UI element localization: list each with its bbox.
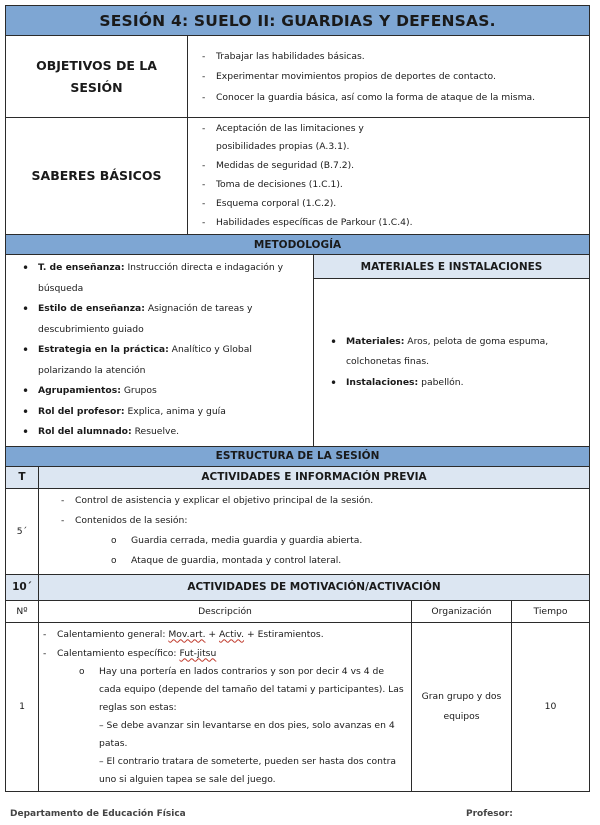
previa-subitem: o Ataque de guardia, montada y control lateral.: [111, 551, 583, 571]
materiales-text: pabellón.: [421, 376, 464, 388]
previa-header: ACTIVIDADES E INFORMACIÓN PREVIA: [39, 466, 590, 488]
desc-especifico: [43, 644, 407, 789]
col-org-header: Organización: [412, 600, 512, 622]
estructura-header: ESTRUCTURA DE LA SESIÓN: [6, 446, 590, 466]
general-mid: +: [205, 628, 220, 640]
materiales-cell: [314, 279, 590, 446]
especifico-name: Fut-jitsu: [179, 647, 217, 659]
metodologia-table: [5, 234, 590, 447]
motiv-header: ACTIVIDADES DE MOTIVACIÓN/ACTIVACIÓN: [39, 574, 590, 600]
metodologia-term: Rol del alumnado:: [38, 426, 132, 437]
session-title: SESIÓN 4: SUELO II: GUARDIAS Y DEFENSAS.: [6, 6, 590, 36]
objetivo-item: - Experimentar movimientos propios de deportes de contacto.: [202, 67, 583, 87]
metodologia-text: Explica, anima y guía: [127, 405, 226, 417]
footer-department: Departamento de Educación Física: [10, 809, 186, 819]
metodologia-text: Resuelve.: [134, 426, 180, 437]
previa-item: - Control de asistencia y explicar el objetivo principal de la sesión.: [61, 491, 583, 511]
estructura-table: [5, 446, 590, 792]
metodologia-text: Instrucción directa e indagación y búsqueda: [38, 262, 284, 294]
objetivos-label: [6, 36, 188, 118]
desc-sub-text: Hay una portería en lados contrarios y son por decir 4 vs 4 de cada equipo (depende del tamaño del tatami y participantes). Las reglas son estas:: [99, 665, 404, 713]
previa-sublist: [75, 531, 583, 571]
col-desc-header: Descripción: [39, 600, 412, 622]
general-a: Mov.art.: [168, 628, 206, 640]
materiales-text: Aros, pelota de goma espuma, colchonetas finas.: [346, 335, 549, 368]
especifico-pre: Calentamiento específico:: [57, 647, 177, 659]
previa-list: [39, 489, 589, 573]
metodologia-text: Grupos: [123, 385, 157, 396]
saberes-cell: [188, 118, 590, 235]
saber-item: - Medidas de seguridad (B.7.2).: [202, 156, 583, 175]
metodologia-term: Estilo de enseñanza:: [38, 303, 145, 314]
previa-item-text: Contenidos de la sesión:: [75, 515, 188, 526]
metodologia-item: [20, 258, 307, 299]
desc-general: [43, 625, 407, 644]
metodologia-item: [20, 381, 307, 402]
row-tiempo: 10: [512, 622, 590, 791]
materiales-item: [328, 373, 583, 394]
saber-item: - Aceptación de las limitaciones y posibilidades propias (A.3.1).: [202, 120, 583, 156]
previa-item: [61, 511, 583, 571]
metodologia-item: [20, 422, 307, 443]
desc-rule-1: – Se debe avanzar sin levantarse en dos pies, solo avanzas en 4 patas.: [99, 719, 395, 749]
materiales-header: MATERIALES E INSTALACIONES: [314, 255, 590, 279]
metodologia-item: [20, 402, 307, 423]
metodologia-term: T. de enseñanza:: [38, 262, 125, 273]
materiales-list: [314, 329, 589, 397]
objetivo-item: - Conocer la guardia básica, así como la forma de ataque de la misma.: [202, 87, 583, 106]
desc-sublist: [57, 663, 407, 789]
metodologia-list: [6, 255, 313, 446]
general-pre: Calentamiento general:: [57, 628, 166, 640]
materiales-term: Materiales:: [346, 335, 405, 347]
saber-item: - Esquema corporal (1.C.2).: [202, 194, 583, 213]
desc-subitem: [79, 663, 407, 789]
metodologia-term: Estrategia en la práctica:: [38, 344, 169, 355]
materiales-term: Instalaciones:: [346, 376, 419, 388]
metodologia-term: Rol del profesor:: [38, 405, 125, 417]
materiales-item: [328, 332, 583, 373]
desc-rule-2: – El contrario tratara de someterte, pueden ser hasta dos contra uno si alguien tapea se sale del juego.: [99, 755, 397, 785]
saberes-list: [188, 118, 589, 234]
saber-item: - Toma de decisiones (1.C.1).: [202, 175, 583, 194]
motiv-time: 10´: [6, 574, 39, 600]
previa-time: 5´: [6, 488, 39, 574]
objetivos-list: [188, 45, 589, 108]
general-post: + Estiramientos.: [244, 628, 324, 640]
row-desc: [39, 622, 412, 791]
previa-cell: [39, 488, 590, 574]
header-table: [5, 5, 590, 235]
metodologia-header: METODOLOGÍA: [6, 235, 590, 255]
general-b: Activ.: [219, 628, 245, 640]
objetivos-cell: [188, 36, 590, 118]
saber-item: - Habilidades específicas de Parkour (1.C.4).: [202, 213, 583, 232]
objetivos-label-text: OBJETIVOS DE LA SESIÓN: [36, 57, 157, 95]
metodologia-text: Analítico y Global polarizando la atención: [38, 344, 252, 376]
row-organizacion: Gran grupo y dos equipos: [412, 622, 512, 791]
row-num: 1: [6, 622, 39, 791]
session-sheet: [5, 5, 589, 792]
metodologia-item: [20, 299, 307, 340]
saberes-label: SABERES BÁSICOS: [6, 118, 188, 235]
metodologia-text: Asignación de tareas y descubrimiento guiado: [38, 303, 253, 335]
col-num-header: Nº: [6, 600, 39, 622]
metodologia-item: [20, 340, 307, 381]
t-label: T: [6, 466, 39, 488]
footer-profesor: Profesor:: [466, 809, 513, 819]
metodologia-term: Agrupamientos:: [38, 385, 121, 396]
metodologia-cell: [6, 255, 314, 447]
objetivo-item: - Trabajar las habilidades básicas.: [202, 47, 583, 67]
previa-subitem: o Guardia cerrada, media guardia y guardia abierta.: [111, 531, 583, 551]
col-time-header: Tiempo: [512, 600, 590, 622]
desc-list: [39, 623, 411, 791]
